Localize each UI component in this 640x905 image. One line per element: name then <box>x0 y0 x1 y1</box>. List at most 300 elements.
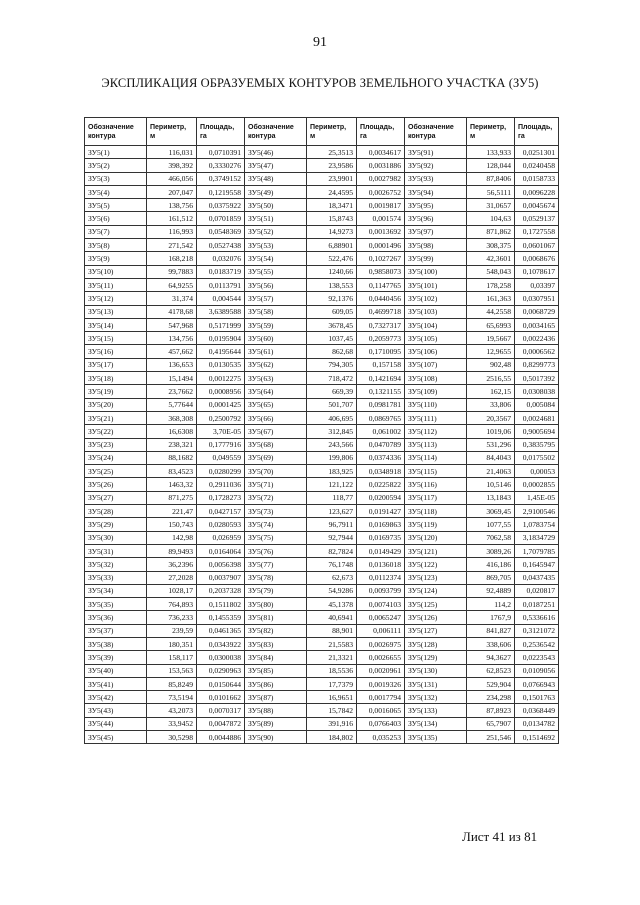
contour-id-cell: ЗУ5(59) <box>245 318 307 331</box>
area-cell: 0,1421694 <box>357 372 405 385</box>
contour-id-cell: ЗУ5(82) <box>245 624 307 637</box>
perimeter-cell: 88,901 <box>307 624 357 637</box>
contour-id-cell: ЗУ5(109) <box>405 385 467 398</box>
contour-id-cell: ЗУ5(103) <box>405 305 467 318</box>
perimeter-cell: 466,056 <box>147 172 197 185</box>
table-row <box>85 265 559 278</box>
contour-id-cell: ЗУ5(23) <box>85 438 147 451</box>
area-cell: 1,0783754 <box>515 518 559 531</box>
perimeter-cell: 312,845 <box>307 425 357 438</box>
perimeter-cell: 183,925 <box>307 465 357 478</box>
contour-id-cell: ЗУ5(93) <box>405 172 467 185</box>
area-cell: 0,0307951 <box>515 292 559 305</box>
perimeter-cell: 56,5111 <box>467 185 515 198</box>
contour-id-cell: ЗУ5(120) <box>405 531 467 544</box>
document-title: ЭКСПЛИКАЦИЯ ОБРАЗУЕМЫХ КОНТУРОВ ЗЕМЕЛЬНОГО УЧАСТКА (ЗУ5) <box>101 76 539 90</box>
perimeter-cell: 82,7824 <box>307 544 357 557</box>
area-cell: 0,0368449 <box>515 704 559 717</box>
perimeter-cell: 31,374 <box>147 292 197 305</box>
table-row <box>85 664 559 677</box>
table-row <box>85 731 559 744</box>
contour-id-cell: ЗУ5(79) <box>245 584 307 597</box>
area-cell: 0,035253 <box>357 731 405 744</box>
contour-id-cell: ЗУ5(48) <box>245 172 307 185</box>
perimeter-cell: 718,472 <box>307 372 357 385</box>
contour-id-cell: ЗУ5(89) <box>245 717 307 730</box>
area-cell: 0,0187251 <box>515 598 559 611</box>
area-cell: 0,0024681 <box>515 411 559 424</box>
perimeter-cell: 116,993 <box>147 225 197 238</box>
area-cell: 0,1777916 <box>197 438 245 451</box>
contour-id-cell: ЗУ5(129) <box>405 651 467 664</box>
perimeter-cell: 1077,55 <box>467 518 515 531</box>
table-row <box>85 611 559 624</box>
perimeter-cell: 18,3471 <box>307 199 357 212</box>
contour-id-cell: ЗУ5(105) <box>405 332 467 345</box>
perimeter-cell: 7062,58 <box>467 531 515 544</box>
area-cell: 0,0427157 <box>197 505 245 518</box>
area-cell: 0,0280593 <box>197 518 245 531</box>
table-row <box>85 252 559 265</box>
perimeter-cell: 45,1378 <box>307 598 357 611</box>
contour-id-cell: ЗУ5(8) <box>85 239 147 252</box>
area-cell: 0,0290963 <box>197 664 245 677</box>
contour-id-cell: ЗУ5(114) <box>405 451 467 464</box>
area-cell: 0,0158733 <box>515 172 559 185</box>
contour-id-cell: ЗУ5(36) <box>85 611 147 624</box>
perimeter-cell: 18,5536 <box>307 664 357 677</box>
contour-id-cell: ЗУ5(51) <box>245 212 307 225</box>
area-cell: 0,0112374 <box>357 571 405 584</box>
area-cell: 0,7327317 <box>357 318 405 331</box>
area-cell: 0,0169735 <box>357 531 405 544</box>
perimeter-cell: 794,305 <box>307 358 357 371</box>
area-cell: 0,004544 <box>197 292 245 305</box>
area-cell: 0,2536542 <box>515 637 559 650</box>
area-cell: 0,1027267 <box>357 252 405 265</box>
contour-id-cell: ЗУ5(68) <box>245 438 307 451</box>
area-cell: 0,0019326 <box>357 677 405 690</box>
table-row <box>85 544 559 557</box>
contour-id-cell: ЗУ5(7) <box>85 225 147 238</box>
perimeter-cell: 271,542 <box>147 239 197 252</box>
contour-id-cell: ЗУ5(32) <box>85 558 147 571</box>
area-cell: 0,1321155 <box>357 385 405 398</box>
area-cell: 0,0527438 <box>197 239 245 252</box>
table-row <box>85 637 559 650</box>
area-cell: 0,0183719 <box>197 265 245 278</box>
table-row <box>85 598 559 611</box>
area-cell: 0,1455359 <box>197 611 245 624</box>
contour-id-cell: ЗУ5(38) <box>85 637 147 650</box>
contour-id-cell: ЗУ5(92) <box>405 159 467 172</box>
contour-id-cell: ЗУ5(31) <box>85 544 147 557</box>
perimeter-cell: 15,1494 <box>147 372 197 385</box>
table-row <box>85 478 559 491</box>
contour-id-cell: ЗУ5(30) <box>85 531 147 544</box>
area-cell: 3,1834729 <box>515 531 559 544</box>
contour-id-cell: ЗУ5(25) <box>85 465 147 478</box>
area-cell: 0,026959 <box>197 531 245 544</box>
area-cell: 0,0044886 <box>197 731 245 744</box>
table-row <box>85 385 559 398</box>
contour-id-cell: ЗУ5(132) <box>405 691 467 704</box>
perimeter-cell: 841,827 <box>467 624 515 637</box>
contour-id-cell: ЗУ5(123) <box>405 571 467 584</box>
table-row <box>85 717 559 730</box>
contour-id-cell: ЗУ5(75) <box>245 531 307 544</box>
perimeter-cell: 92,7944 <box>307 531 357 544</box>
area-cell: 0,2500792 <box>197 411 245 424</box>
perimeter-cell: 12,9655 <box>467 345 515 358</box>
area-cell: 0,061002 <box>357 425 405 438</box>
area-cell: 0,0068729 <box>515 305 559 318</box>
contour-id-cell: ЗУ5(45) <box>85 731 147 744</box>
area-cell: 0,005084 <box>515 398 559 411</box>
perimeter-cell: 43,2073 <box>147 704 197 717</box>
area-cell: 0,0027982 <box>357 172 405 185</box>
perimeter-cell: 121,122 <box>307 478 357 491</box>
contour-id-cell: ЗУ5(53) <box>245 239 307 252</box>
perimeter-cell: 871,862 <box>467 225 515 238</box>
perimeter-cell: 609,05 <box>307 305 357 318</box>
contour-id-cell: ЗУ5(50) <box>245 199 307 212</box>
perimeter-cell: 96,7911 <box>307 518 357 531</box>
area-cell: 0,0001496 <box>357 239 405 252</box>
area-cell: 0,1645947 <box>515 558 559 571</box>
area-cell: 0,0470789 <box>357 438 405 451</box>
area-cell: 0,0012275 <box>197 372 245 385</box>
perimeter-cell: 161,512 <box>147 212 197 225</box>
area-cell: 0,0869765 <box>357 411 405 424</box>
perimeter-cell: 178,258 <box>467 278 515 291</box>
perimeter-cell: 238,321 <box>147 438 197 451</box>
contour-id-cell: ЗУ5(83) <box>245 637 307 650</box>
contour-id-cell: ЗУ5(95) <box>405 199 467 212</box>
contour-id-cell: ЗУ5(94) <box>405 185 467 198</box>
contour-id-cell: ЗУ5(62) <box>245 358 307 371</box>
table-row <box>85 345 559 358</box>
area-cell: 0,0529137 <box>515 212 559 225</box>
area-cell: 0,03397 <box>515 278 559 291</box>
table-row <box>85 571 559 584</box>
perimeter-cell: 27,2028 <box>147 571 197 584</box>
perimeter-cell: 116,031 <box>147 146 197 159</box>
contour-id-cell: ЗУ5(85) <box>245 664 307 677</box>
contour-id-cell: ЗУ5(49) <box>245 185 307 198</box>
perimeter-cell: 73,5194 <box>147 691 197 704</box>
perimeter-cell: 138,553 <box>307 278 357 291</box>
area-cell: 0,3121072 <box>515 624 559 637</box>
contour-id-cell: ЗУ5(34) <box>85 584 147 597</box>
table-row <box>85 146 559 159</box>
area-cell: 0,0164064 <box>197 544 245 557</box>
contour-id-cell: ЗУ5(78) <box>245 571 307 584</box>
contour-id-cell: ЗУ5(88) <box>245 704 307 717</box>
perimeter-cell: 308,375 <box>467 239 515 252</box>
contour-id-cell: ЗУ5(100) <box>405 265 467 278</box>
table-row <box>85 411 559 424</box>
perimeter-cell: 3089,26 <box>467 544 515 557</box>
contour-id-cell: ЗУ5(127) <box>405 624 467 637</box>
perimeter-cell: 30,5298 <box>147 731 197 744</box>
contour-id-cell: ЗУ5(57) <box>245 292 307 305</box>
area-cell: 0,0280299 <box>197 465 245 478</box>
contour-id-cell: ЗУ5(90) <box>245 731 307 744</box>
area-cell: 0,0096228 <box>515 185 559 198</box>
perimeter-cell: 162,15 <box>467 385 515 398</box>
contour-id-cell: ЗУ5(115) <box>405 465 467 478</box>
perimeter-cell: 862,68 <box>307 345 357 358</box>
perimeter-cell: 239,59 <box>147 624 197 637</box>
contour-id-cell: ЗУ5(65) <box>245 398 307 411</box>
contour-id-cell: ЗУ5(2) <box>85 159 147 172</box>
area-cell: 0,0074103 <box>357 598 405 611</box>
perimeter-cell: 180,351 <box>147 637 197 650</box>
area-cell: 0,0070317 <box>197 704 245 717</box>
area-cell: 0,0200594 <box>357 491 405 504</box>
contour-id-cell: ЗУ5(107) <box>405 358 467 371</box>
perimeter-cell: 85,8249 <box>147 677 197 690</box>
perimeter-cell: 31,0657 <box>467 199 515 212</box>
contour-id-cell: ЗУ5(110) <box>405 398 467 411</box>
explication-table <box>84 117 559 744</box>
area-cell: 0,0002855 <box>515 478 559 491</box>
perimeter-cell: 548,043 <box>467 265 515 278</box>
perimeter-cell: 114,2 <box>467 598 515 611</box>
area-cell: 0,5336616 <box>515 611 559 624</box>
area-cell: 0,0101662 <box>197 691 245 704</box>
table-row <box>85 677 559 690</box>
perimeter-cell: 20,3567 <box>467 411 515 424</box>
contour-id-cell: ЗУ5(13) <box>85 305 147 318</box>
table-row <box>85 438 559 451</box>
perimeter-cell: 15,8743 <box>307 212 357 225</box>
header-cell: Обозначение контура <box>245 118 307 146</box>
perimeter-cell: 3069,45 <box>467 505 515 518</box>
perimeter-cell: 16,9651 <box>307 691 357 704</box>
area-cell: 0,001574 <box>357 212 405 225</box>
contour-id-cell: ЗУ5(128) <box>405 637 467 650</box>
area-cell: 0,0130535 <box>197 358 245 371</box>
perimeter-cell: 522,476 <box>307 252 357 265</box>
perimeter-cell: 2516,55 <box>467 372 515 385</box>
contour-id-cell: ЗУ5(87) <box>245 691 307 704</box>
contour-id-cell: ЗУ5(99) <box>405 252 467 265</box>
area-cell: 0,0026975 <box>357 637 405 650</box>
table-row <box>85 305 559 318</box>
header-cell: Периметр, м <box>147 118 197 146</box>
area-cell: 0,0031886 <box>357 159 405 172</box>
area-cell: 0,0343922 <box>197 637 245 650</box>
perimeter-cell: 669,39 <box>307 385 357 398</box>
sheet-label: Лист 41 из 81 <box>462 829 538 844</box>
table-row <box>85 558 559 571</box>
table-row <box>85 372 559 385</box>
contour-id-cell: ЗУ5(41) <box>85 677 147 690</box>
perimeter-cell: 136,653 <box>147 358 197 371</box>
perimeter-cell: 416,186 <box>467 558 515 571</box>
area-cell: 1,45E-05 <box>515 491 559 504</box>
contour-id-cell: ЗУ5(76) <box>245 544 307 557</box>
contour-id-cell: ЗУ5(11) <box>85 278 147 291</box>
header-cell: Периметр, м <box>307 118 357 146</box>
table-row <box>85 584 559 597</box>
contour-id-cell: ЗУ5(9) <box>85 252 147 265</box>
table-row <box>85 491 559 504</box>
contour-id-cell: ЗУ5(12) <box>85 292 147 305</box>
area-cell: 0,5171999 <box>197 318 245 331</box>
contour-id-cell: ЗУ5(27) <box>85 491 147 504</box>
area-cell: 0,0056398 <box>197 558 245 571</box>
perimeter-cell: 406,695 <box>307 411 357 424</box>
area-cell: 0,0001425 <box>197 398 245 411</box>
perimeter-cell: 251,546 <box>467 731 515 744</box>
perimeter-cell: 33,9452 <box>147 717 197 730</box>
area-cell: 0,0300038 <box>197 651 245 664</box>
perimeter-cell: 138,756 <box>147 199 197 212</box>
contour-id-cell: ЗУ5(73) <box>245 505 307 518</box>
area-cell: 0,9858073 <box>357 265 405 278</box>
contour-id-cell: ЗУ5(64) <box>245 385 307 398</box>
area-cell: 0,1501763 <box>515 691 559 704</box>
perimeter-cell: 531,296 <box>467 438 515 451</box>
contour-id-cell: ЗУ5(104) <box>405 318 467 331</box>
contour-id-cell: ЗУ5(17) <box>85 358 147 371</box>
perimeter-cell: 21,3321 <box>307 651 357 664</box>
perimeter-cell: 207,047 <box>147 185 197 198</box>
area-cell: 0,0136018 <box>357 558 405 571</box>
perimeter-cell: 23,9586 <box>307 159 357 172</box>
table-row <box>85 292 559 305</box>
perimeter-cell: 89,9493 <box>147 544 197 557</box>
contour-id-cell: ЗУ5(113) <box>405 438 467 451</box>
contour-id-cell: ЗУ5(117) <box>405 491 467 504</box>
area-cell: 0,4195644 <box>197 345 245 358</box>
table-row <box>85 518 559 531</box>
area-cell: 0,0348918 <box>357 465 405 478</box>
area-cell: 0,0045674 <box>515 199 559 212</box>
contour-id-cell: ЗУ5(6) <box>85 212 147 225</box>
perimeter-cell: 21,5583 <box>307 637 357 650</box>
contour-id-cell: ЗУ5(10) <box>85 265 147 278</box>
perimeter-cell: 25,3513 <box>307 146 357 159</box>
page-number: 91 <box>313 35 327 50</box>
header-cell: Площадь, га <box>515 118 559 146</box>
area-cell: 0,0223543 <box>515 651 559 664</box>
perimeter-cell: 1463,32 <box>147 478 197 491</box>
area-cell: 0,0037907 <box>197 571 245 584</box>
perimeter-cell: 23,9901 <box>307 172 357 185</box>
contour-id-cell: ЗУ5(108) <box>405 372 467 385</box>
perimeter-cell: 99,7883 <box>147 265 197 278</box>
contour-id-cell: ЗУ5(19) <box>85 385 147 398</box>
contour-id-cell: ЗУ5(60) <box>245 332 307 345</box>
contour-id-cell: ЗУ5(91) <box>405 146 467 159</box>
perimeter-cell: 94,3627 <box>467 651 515 664</box>
perimeter-cell: 42,3601 <box>467 252 515 265</box>
area-cell: 0,0016065 <box>357 704 405 717</box>
contour-id-cell: ЗУ5(28) <box>85 505 147 518</box>
perimeter-cell: 44,2558 <box>467 305 515 318</box>
area-cell: 0,1727558 <box>515 225 559 238</box>
perimeter-cell: 83,4523 <box>147 465 197 478</box>
perimeter-cell: 4178,68 <box>147 305 197 318</box>
area-cell: 0,1710095 <box>357 345 405 358</box>
perimeter-cell: 1037,45 <box>307 332 357 345</box>
area-cell: 0,9005694 <box>515 425 559 438</box>
perimeter-cell: 16,6308 <box>147 425 197 438</box>
perimeter-cell: 19,5667 <box>467 332 515 345</box>
contour-id-cell: ЗУ5(72) <box>245 491 307 504</box>
contour-id-cell: ЗУ5(67) <box>245 425 307 438</box>
area-cell: 0,0191427 <box>357 505 405 518</box>
perimeter-cell: 869,705 <box>467 571 515 584</box>
contour-id-cell: ЗУ5(112) <box>405 425 467 438</box>
contour-id-cell: ЗУ5(118) <box>405 505 467 518</box>
contour-id-cell: ЗУ5(3) <box>85 172 147 185</box>
area-cell: 0,0006562 <box>515 345 559 358</box>
area-cell: 0,1078617 <box>515 265 559 278</box>
perimeter-cell: 6,88901 <box>307 239 357 252</box>
contour-id-cell: ЗУ5(84) <box>245 651 307 664</box>
perimeter-cell: 199,806 <box>307 451 357 464</box>
perimeter-cell: 234,298 <box>467 691 515 704</box>
perimeter-cell: 10,5146 <box>467 478 515 491</box>
area-cell: 0,1511802 <box>197 598 245 611</box>
contour-id-cell: ЗУ5(33) <box>85 571 147 584</box>
table-row <box>85 332 559 345</box>
perimeter-cell: 65,7907 <box>467 717 515 730</box>
area-cell: 0,0065247 <box>357 611 405 624</box>
table-body <box>85 146 559 744</box>
perimeter-cell: 13,1843 <box>467 491 515 504</box>
perimeter-cell: 88,1682 <box>147 451 197 464</box>
perimeter-cell: 23,7662 <box>147 385 197 398</box>
area-cell: 0,0461365 <box>197 624 245 637</box>
perimeter-cell: 153,563 <box>147 664 197 677</box>
table-row <box>85 531 559 544</box>
table-row <box>85 225 559 238</box>
contour-id-cell: ЗУ5(14) <box>85 318 147 331</box>
area-cell: 0,3835795 <box>515 438 559 451</box>
contour-id-cell: ЗУ5(1) <box>85 146 147 159</box>
area-cell: 3,6389588 <box>197 305 245 318</box>
perimeter-cell: 168,218 <box>147 252 197 265</box>
contour-id-cell: ЗУ5(119) <box>405 518 467 531</box>
area-cell: 0,2059773 <box>357 332 405 345</box>
perimeter-cell: 87,8923 <box>467 704 515 717</box>
contour-id-cell: ЗУ5(22) <box>85 425 147 438</box>
perimeter-cell: 1028,17 <box>147 584 197 597</box>
contour-id-cell: ЗУ5(55) <box>245 265 307 278</box>
header-cell: Обозначение контура <box>85 118 147 146</box>
perimeter-cell: 24,4595 <box>307 185 357 198</box>
area-cell: 0,0437435 <box>515 571 559 584</box>
area-cell: 0,0240458 <box>515 159 559 172</box>
area-cell: 0,0601067 <box>515 239 559 252</box>
contour-id-cell: ЗУ5(24) <box>85 451 147 464</box>
contour-id-cell: ЗУ5(42) <box>85 691 147 704</box>
contour-id-cell: ЗУ5(37) <box>85 624 147 637</box>
perimeter-cell: 54,9286 <box>307 584 357 597</box>
table-row <box>85 358 559 371</box>
contour-id-cell: ЗУ5(16) <box>85 345 147 358</box>
contour-id-cell: ЗУ5(116) <box>405 478 467 491</box>
area-cell: 0,0710391 <box>197 146 245 159</box>
area-cell: 0,0113791 <box>197 278 245 291</box>
area-cell: 0,0169863 <box>357 518 405 531</box>
